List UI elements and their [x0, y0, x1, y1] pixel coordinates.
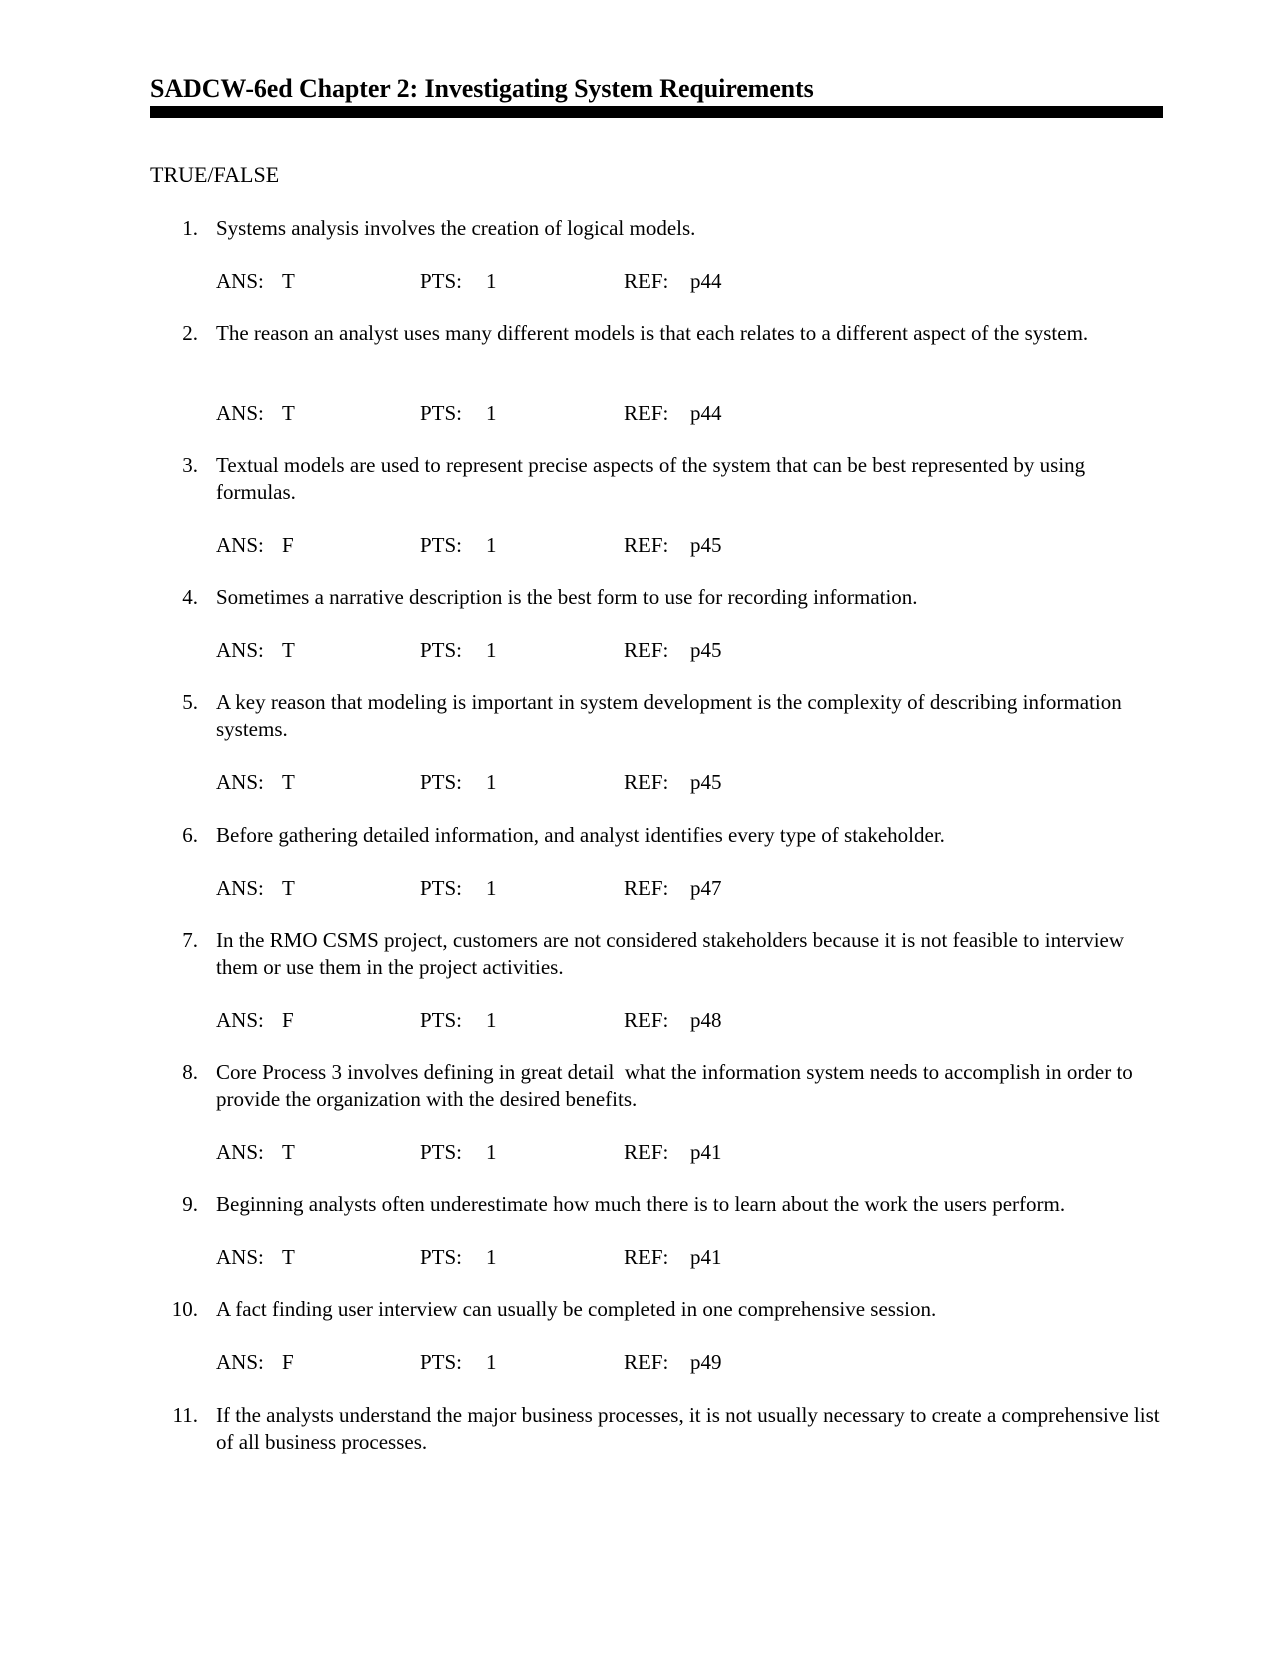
ref-value: p44	[690, 269, 722, 293]
pts-value: 1	[486, 401, 497, 425]
answer-line	[216, 637, 1116, 664]
ans-label: ANS:	[216, 1008, 264, 1032]
ans-value: T	[282, 876, 295, 900]
ans-label: ANS:	[216, 876, 264, 900]
pts-label: PTS:	[420, 533, 463, 557]
question-text: Sometimes a narrative description is the best form to use for recording information.	[216, 585, 918, 609]
ref-label: REF:	[624, 638, 669, 662]
ref-label: REF:	[624, 1350, 669, 1374]
answer-line	[216, 1244, 1116, 1271]
pts-label: PTS:	[420, 401, 463, 425]
ref-label: REF:	[624, 269, 669, 293]
question-number: 5.	[182, 690, 198, 714]
ans-label: ANS:	[216, 1140, 264, 1164]
pts-label: PTS:	[420, 876, 463, 900]
pts-label: PTS:	[420, 638, 463, 662]
question-text: In the RMO CSMS project, customers are not considered stakeholders because it is not feasible to interview them or use them in the project activities.	[216, 928, 1125, 979]
pts-label: PTS:	[420, 1140, 463, 1164]
question-number: 2.	[182, 321, 198, 345]
ans-value: T	[282, 1245, 295, 1269]
pts-label: PTS:	[420, 269, 463, 293]
pts-value: 1	[486, 876, 497, 900]
ans-label: ANS:	[216, 269, 264, 293]
question-number: 6.	[182, 823, 198, 847]
answer-line	[216, 400, 1116, 427]
ans-label: ANS:	[216, 770, 264, 794]
ans-value: F	[282, 1008, 294, 1032]
ref-value: p45	[690, 533, 722, 557]
ans-label: ANS:	[216, 533, 264, 557]
question-number: 10.	[171, 1297, 198, 1321]
question-text: A key reason that modeling is important in system development is the complexity of describing information systems.	[216, 690, 1122, 741]
ref-value: p45	[690, 770, 722, 794]
answer-line	[216, 268, 1116, 295]
ans-label: ANS:	[216, 638, 264, 662]
pts-value: 1	[486, 638, 497, 662]
ans-value: T	[282, 770, 295, 794]
section-heading: TRUE/FALSE	[150, 162, 280, 187]
question-number: 11.	[172, 1403, 198, 1427]
ans-value: T	[282, 401, 295, 425]
ref-label: REF:	[624, 401, 669, 425]
ref-value: p49	[690, 1350, 722, 1374]
answer-line	[216, 769, 1116, 796]
answer-line	[216, 1349, 1116, 1376]
title-rule	[150, 106, 1163, 118]
ref-value: p41	[690, 1140, 722, 1164]
ref-value: p48	[690, 1008, 722, 1032]
ans-value: F	[282, 1350, 294, 1374]
pts-label: PTS:	[420, 770, 463, 794]
ans-value: T	[282, 638, 295, 662]
ref-value: p41	[690, 1245, 722, 1269]
question-text: The reason an analyst uses many different models is that each relates to a different aspect of the system.	[216, 321, 1089, 345]
ans-label: ANS:	[216, 1245, 264, 1269]
ref-label: REF:	[624, 770, 669, 794]
pts-value: 1	[486, 269, 497, 293]
pts-label: PTS:	[420, 1350, 463, 1374]
ref-value: p45	[690, 638, 722, 662]
question-number: 1.	[182, 216, 198, 240]
question-text: A fact finding user interview can usually be completed in one comprehensive session.	[216, 1297, 937, 1321]
ans-value: T	[282, 1140, 295, 1164]
pts-value: 1	[486, 1140, 497, 1164]
question-text: Systems analysis involves the creation of logical models.	[216, 216, 696, 240]
answer-line	[216, 532, 1116, 559]
pts-value: 1	[486, 533, 497, 557]
pts-value: 1	[486, 1245, 497, 1269]
answer-line	[216, 1139, 1116, 1166]
pts-value: 1	[486, 1008, 497, 1032]
question-text: Before gathering detailed information, and analyst identifies every type of stakeholder.	[216, 823, 945, 847]
question-text: Textual models are used to represent precise aspects of the system that can be best represented by using formulas.	[216, 453, 1086, 504]
pts-value: 1	[486, 770, 497, 794]
answer-line	[216, 1007, 1116, 1034]
question-text: Core Process 3 involves defining in great detail what the information system needs to accomplish in order to provide the organization with the desired benefits.	[216, 1060, 1139, 1111]
ans-value: F	[282, 533, 294, 557]
answer-line	[216, 875, 1116, 902]
ans-label: ANS:	[216, 1350, 264, 1374]
question-text: If the analysts understand the major business processes, it is not usually necessary to create a comprehensive list of all business processes.	[216, 1403, 1160, 1454]
ref-label: REF:	[624, 1140, 669, 1164]
ref-label: REF:	[624, 533, 669, 557]
ref-label: REF:	[624, 1008, 669, 1032]
pts-label: PTS:	[420, 1008, 463, 1032]
question-number: 3.	[182, 453, 198, 477]
ref-value: p47	[690, 876, 722, 900]
ref-label: REF:	[624, 1245, 669, 1269]
question-text: Beginning analysts often underestimate how much there is to learn about the work the users perform.	[216, 1192, 1066, 1216]
ans-value: T	[282, 269, 295, 293]
question-number: 7.	[182, 928, 198, 952]
pts-label: PTS:	[420, 1245, 463, 1269]
pts-value: 1	[486, 1350, 497, 1374]
question-number: 4.	[182, 585, 198, 609]
document-title: SADCW-6ed Chapter 2: Investigating System Requirements	[150, 74, 814, 103]
ans-label: ANS:	[216, 401, 264, 425]
ref-label: REF:	[624, 876, 669, 900]
ref-value: p44	[690, 401, 722, 425]
question-number: 9.	[182, 1192, 198, 1216]
question-number: 8.	[182, 1060, 198, 1084]
